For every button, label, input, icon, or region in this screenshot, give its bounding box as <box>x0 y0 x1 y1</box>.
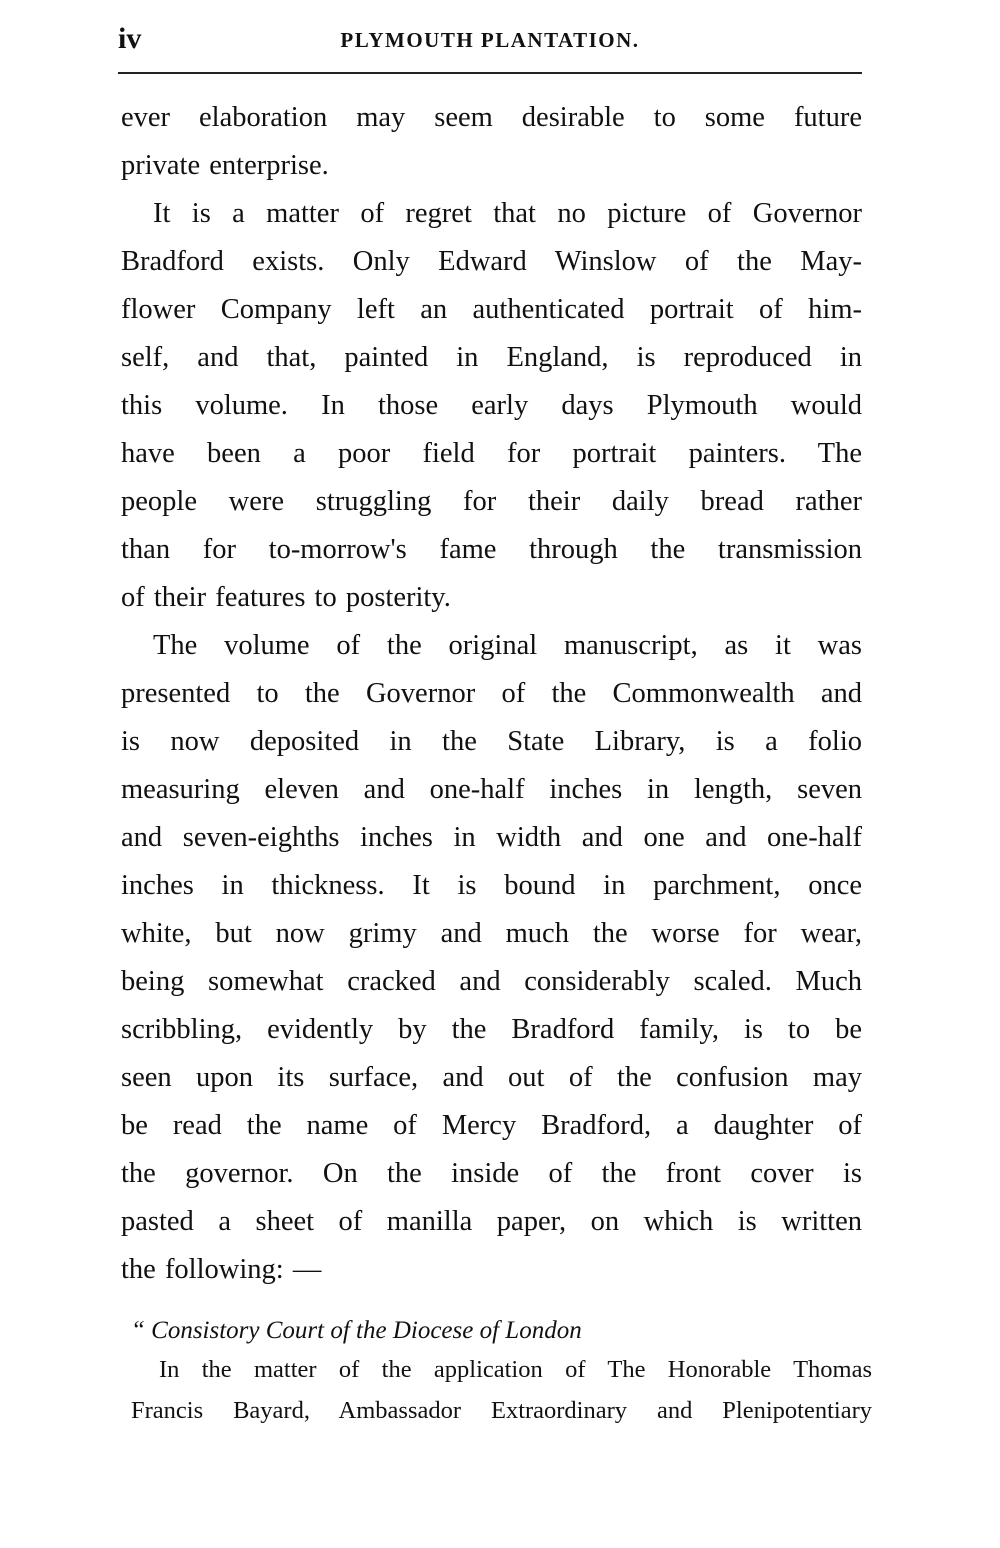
text-line: seen upon its surface, and out of the confusion may <box>121 1062 862 1093</box>
text-line: private enterprise. <box>121 150 329 181</box>
text-line: than for to-morrow's fame through the transmission <box>121 534 862 565</box>
text-line: pasted a sheet of manilla paper, on which is written <box>121 1206 862 1237</box>
header-rule <box>118 72 862 74</box>
text-line: flower Company left an authenticated portrait of him- <box>121 294 862 325</box>
quote-line: In the matter of the application of The Honorable Thomas <box>159 1356 872 1383</box>
text-line: It is a matter of regret that no picture of Governor <box>153 198 862 229</box>
text-line: the governor. On the inside of the front cover is <box>121 1158 862 1189</box>
text-line: inches in thickness. It is bound in parchment, once <box>121 870 862 901</box>
text-line: measuring eleven and one-half inches in length, seven <box>121 774 862 805</box>
text-line: have been a poor field for portrait painters. The <box>121 438 862 469</box>
text-line: is now deposited in the State Library, is a folio <box>121 726 862 757</box>
text-line: scribbling, evidently by the Bradford family, is to be <box>121 1014 862 1045</box>
text-line: ever elaboration may seem desirable to some future <box>121 102 862 133</box>
quoted-document <box>131 1312 872 1432</box>
quote-heading: “ Consistory Court of the Diocese of London <box>131 1317 582 1344</box>
text-line: presented to the Governor of the Commonwealth and <box>121 678 862 709</box>
page-number: iv <box>118 22 142 55</box>
text-line: and seven-eighths inches in width and one and one-half <box>121 822 862 853</box>
text-line: of their features to posterity. <box>121 582 451 613</box>
text-line: be read the name of Mercy Bradford, a daughter of <box>121 1110 862 1141</box>
text-line: being somewhat cracked and considerably scaled. Much <box>121 966 862 997</box>
text-line: this volume. In those early days Plymouth would <box>121 390 862 421</box>
text-line: white, but now grimy and much the worse for wear, <box>121 918 862 949</box>
text-line: the following: — <box>121 1254 322 1285</box>
running-title: PLYMOUTH PLANTATION. <box>340 28 640 52</box>
body-text <box>121 98 862 1298</box>
text-line: The volume of the original manuscript, as it was <box>153 630 862 661</box>
text-line: Bradford exists. Only Edward Winslow of the May- <box>121 246 862 277</box>
quote-line: Francis Bayard, Ambassador Extraordinary and Plenipotentiary <box>131 1397 872 1424</box>
text-line: people were struggling for their daily bread rather <box>121 486 862 517</box>
text-line: self, and that, painted in England, is reproduced in <box>121 342 862 373</box>
